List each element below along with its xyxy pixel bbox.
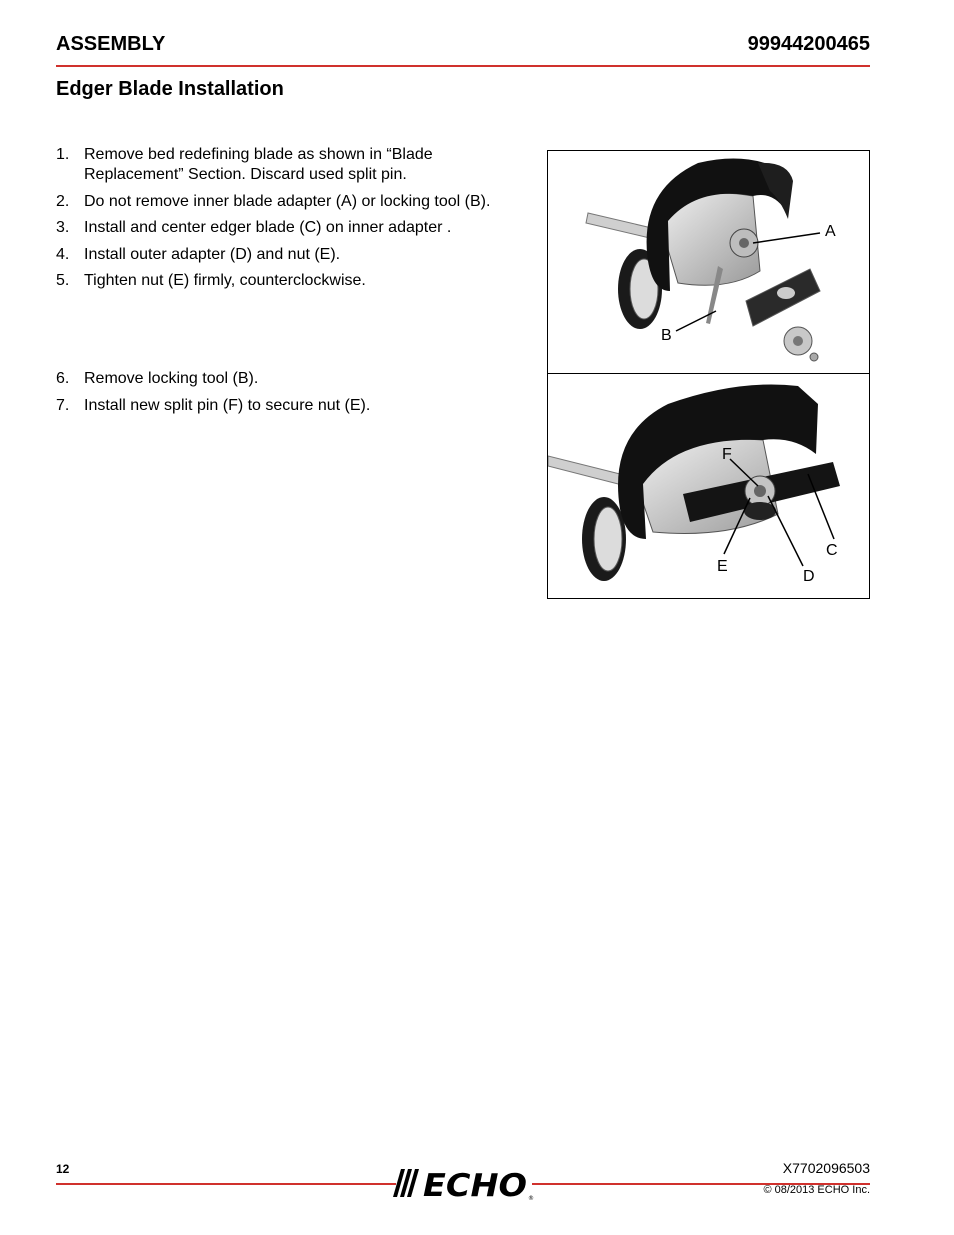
svg-text:®: ®	[528, 1195, 534, 1201]
step-text: Do not remove inner blade adapter (A) or locking tool (B).	[84, 192, 491, 210]
step-number: 1.	[56, 146, 70, 163]
document-code: X7702096503	[782, 1160, 870, 1176]
footer-rule-left	[56, 1183, 396, 1185]
step-text: Remove locking tool (B).	[84, 370, 259, 387]
step-number: 6.	[56, 370, 70, 387]
logo-wordmark: ECHO	[423, 1168, 527, 1201]
step-item	[56, 245, 526, 265]
figure-blade-installed	[547, 373, 870, 599]
page-subtitle: Edger Blade Installation	[56, 78, 284, 100]
page-number: 12	[56, 1162, 70, 1176]
steps-list-first	[56, 145, 526, 298]
edger-illustration-2	[548, 374, 869, 598]
step-item	[56, 396, 526, 416]
edger-illustration-1	[548, 151, 869, 373]
part-number: 99944200465	[747, 33, 870, 55]
step-text: Install and center edger blade (C) on inner adapter .	[84, 219, 452, 236]
header-rule	[56, 65, 870, 67]
callout-e: E	[717, 558, 728, 575]
step-number: 3.	[56, 219, 70, 236]
step-text: Install outer adapter (D) and nut (E).	[84, 245, 341, 263]
callout-a: A	[825, 223, 836, 240]
callout-f: F	[722, 446, 732, 463]
step-number: 2.	[56, 192, 70, 210]
step-number: 7.	[56, 396, 70, 414]
callout-c: C	[826, 542, 838, 559]
step-item	[56, 192, 526, 212]
step-item	[56, 271, 526, 291]
copyright-notice: © 08/2013 ECHO Inc.	[763, 1184, 870, 1196]
step-number: 4.	[56, 245, 70, 263]
step-text: Install new split pin (F) to secure nut (E).	[84, 396, 371, 414]
step-item	[56, 218, 526, 238]
step-text: Remove bed redefining blade as shown in “Blade Replacement” Section. Discard used split pin.	[84, 146, 433, 183]
step-item	[56, 145, 526, 185]
echo-logo	[393, 1165, 535, 1201]
steps-list-second	[56, 369, 526, 422]
callout-d: D	[803, 568, 815, 585]
callout-b: B	[661, 327, 672, 344]
section-title: ASSEMBLY	[56, 33, 166, 55]
figure-adapter-removal	[547, 150, 870, 374]
step-item	[56, 369, 526, 389]
step-text: Tighten nut (E) firmly, counterclockwise.	[84, 272, 366, 289]
step-number: 5.	[56, 272, 70, 289]
